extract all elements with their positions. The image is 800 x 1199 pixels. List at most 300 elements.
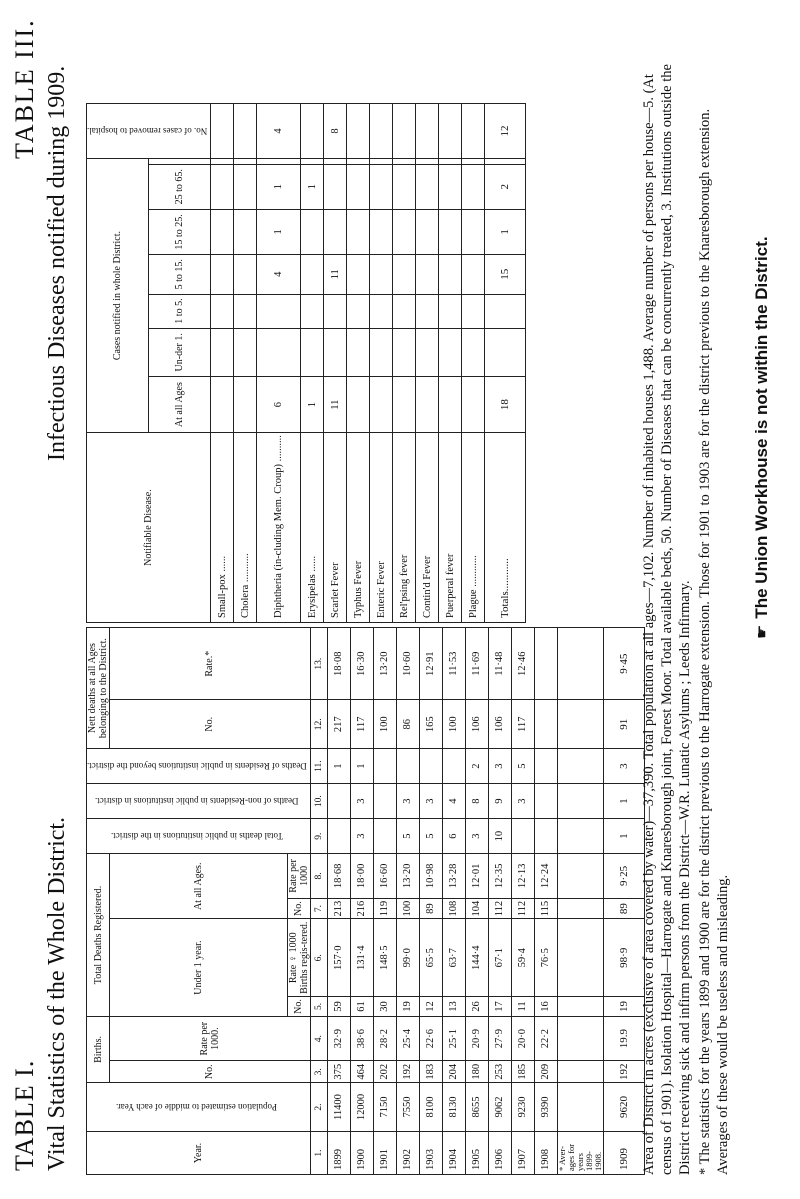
- col-year-header: Year.: [87, 1132, 311, 1175]
- table-cell: 59·4: [511, 919, 534, 997]
- table-cell: [347, 328, 370, 377]
- table-cell: [301, 294, 324, 328]
- table-cell: 11·53: [442, 628, 465, 700]
- table-cell: 148·5: [373, 919, 396, 997]
- age-15-25-header: 15 to 25.: [149, 209, 211, 254]
- table-cell: 2: [465, 749, 488, 784]
- table-cell: 112: [511, 898, 534, 919]
- table-cell: [234, 328, 257, 377]
- table-cell: 11: [324, 255, 347, 295]
- table-cell: 10: [488, 819, 511, 854]
- table-cell: 192: [396, 1061, 419, 1083]
- table-cell: [211, 104, 234, 159]
- under1-group-header: Under 1 year.: [110, 919, 288, 1016]
- disease-name: Enteric Fever: [370, 433, 393, 623]
- births-rate-header: Rate per 1000.: [110, 1016, 311, 1061]
- table-cell: [439, 377, 462, 433]
- table-cell: 3: [350, 784, 373, 819]
- table-cell: [347, 209, 370, 254]
- all-ages-header: At all Ages: [149, 377, 211, 433]
- table-cell: 112: [488, 898, 511, 919]
- table-row: [462, 104, 485, 623]
- table-cell: 3: [603, 749, 644, 784]
- table-cell: [439, 164, 462, 209]
- table-cell: [211, 159, 234, 165]
- table-cell: 4: [442, 784, 465, 819]
- averages-row: [557, 628, 603, 1175]
- table-cell: [327, 784, 350, 819]
- table-row: [327, 628, 350, 1175]
- table-cell: 3: [396, 784, 419, 819]
- table-row: [257, 104, 301, 623]
- table-cell: [557, 628, 603, 700]
- table-cell: [557, 749, 603, 784]
- year-1909-row: [603, 628, 644, 1175]
- under1-header: Un-der 1.: [149, 328, 211, 377]
- table-cell: [324, 294, 347, 328]
- table-row: [350, 628, 373, 1175]
- year-cell: 1900: [350, 1132, 373, 1175]
- table-row: [324, 104, 347, 623]
- table-cell: [557, 997, 603, 1017]
- table-cell: [485, 294, 526, 328]
- age-5-15-header: 5 to 15.: [149, 255, 211, 295]
- table-row: [393, 104, 416, 623]
- age-1-5-header: 1 to 5.: [149, 294, 211, 328]
- table-cell: [485, 159, 526, 165]
- table3-subtitle: Infectious Diseases notified during 1909.: [44, 65, 70, 461]
- table-cell: [416, 159, 439, 165]
- table-cell: 100: [373, 700, 396, 749]
- table-cell: 28·2: [373, 1016, 396, 1061]
- table-cell: [534, 700, 557, 749]
- table-cell: [324, 328, 347, 377]
- col-number: 4.: [310, 1016, 327, 1061]
- table-cell: 1: [257, 209, 301, 254]
- cases-group-header: Cases notified in whole District.: [87, 159, 149, 433]
- table-cell: 1: [603, 819, 644, 854]
- table-cell: 99·0: [396, 919, 419, 997]
- table-cell: 9062: [488, 1083, 511, 1132]
- table-cell: 9230: [511, 1083, 534, 1132]
- table-cell: 7150: [373, 1083, 396, 1132]
- table-cell: 209: [534, 1061, 557, 1083]
- table-cell: 7550: [396, 1083, 419, 1132]
- table-cell: [534, 749, 557, 784]
- table-cell: [439, 255, 462, 295]
- table-cell: [211, 255, 234, 295]
- table-cell: [416, 104, 439, 159]
- table-cell: [557, 854, 603, 899]
- table-row: [396, 628, 419, 1175]
- table-cell: 192: [603, 1061, 644, 1083]
- table-cell: 375: [327, 1061, 350, 1083]
- table-cell: 100: [442, 700, 465, 749]
- table-cell: 5: [511, 749, 534, 784]
- table-cell: [370, 209, 393, 254]
- table-cell: 3: [350, 819, 373, 854]
- disease-name: Contin'd Fever: [416, 433, 439, 623]
- table-cell: [462, 377, 485, 433]
- vital-statistics-body: [327, 628, 557, 1175]
- table-cell: 5: [396, 819, 419, 854]
- table-cell: 13·20: [396, 854, 419, 899]
- table-cell: [393, 255, 416, 295]
- col-number: 11.: [310, 749, 327, 784]
- table-cell: 104: [465, 898, 488, 919]
- table-cell: 131·4: [350, 919, 373, 997]
- table-cell: [347, 164, 370, 209]
- table-cell: 91: [603, 700, 644, 749]
- table-cell: 9620: [603, 1083, 644, 1132]
- col-number: 1.: [310, 1132, 327, 1175]
- table-cell: 25·1: [442, 1016, 465, 1061]
- table-cell: [393, 209, 416, 254]
- table-cell: [370, 104, 393, 159]
- year-cell: 1909: [603, 1132, 644, 1175]
- table1-title: TABLE I.: [10, 1059, 39, 1171]
- table-cell: [234, 164, 257, 209]
- table-cell: [416, 377, 439, 433]
- table-cell: [327, 819, 350, 854]
- table-cell: [324, 159, 347, 165]
- col-total-public-header: Total deaths in public institutions in the district.: [87, 819, 311, 854]
- nett-rate-header: Rate.*: [110, 628, 311, 700]
- col-population-header: Population estimated to middle of each Year.: [87, 1083, 311, 1132]
- table-cell: [462, 255, 485, 295]
- table-cell: [347, 294, 370, 328]
- table-cell: [557, 700, 603, 749]
- col-number: 5.: [310, 997, 327, 1017]
- disease-name: Totals............: [485, 433, 526, 623]
- table-row: [419, 628, 442, 1175]
- district-summary-note: Area of District in acres (exclusive of area covered by water)—37,390. Total population at all ages—7,102. Number of inhabited houses 1,488. Average number of persons per house—5. (At census of 1901). Isolation Hospital—Harrogate and Knaresborough joint, Forest Moor. Total available beds, 50. Number of Diseases that can be concurrently treated, 3. Institutions outside the District receiving sick and infirm persons from the District—W.R. Lunatic Asylums ; Leeds Infirmary.: [641, 64, 693, 1175]
- vital-statistics-footer: [557, 628, 644, 1175]
- table-cell: 13·20: [373, 628, 396, 700]
- table-cell: [234, 294, 257, 328]
- table-row: [442, 628, 465, 1175]
- table-cell: [393, 104, 416, 159]
- table-cell: 22·2: [534, 1016, 557, 1061]
- table-cell: [462, 328, 485, 377]
- disease-name: Rel'psing fever: [393, 433, 416, 623]
- table-cell: 86: [396, 700, 419, 749]
- table-cell: [257, 294, 301, 328]
- table-cell: 13·28: [442, 854, 465, 899]
- table-cell: [347, 159, 370, 165]
- table-cell: 19: [603, 997, 644, 1017]
- table-cell: 67·1: [488, 919, 511, 997]
- table-cell: 4: [257, 104, 301, 159]
- disease-name: Diphtheria (in-cluding Mem. Croup) ..........: [257, 433, 301, 623]
- table-cell: 106: [465, 700, 488, 749]
- table-cell: 3: [488, 749, 511, 784]
- col-number: 2.: [310, 1083, 327, 1132]
- workhouse-note: [752, 236, 772, 639]
- table-cell: 61: [350, 997, 373, 1017]
- table-cell: [534, 819, 557, 854]
- table-cell: 89: [603, 898, 644, 919]
- table-cell: 10·98: [419, 854, 442, 899]
- table-cell: 9·25: [603, 854, 644, 899]
- table-cell: 12·91: [419, 628, 442, 700]
- table-cell: [557, 898, 603, 919]
- table-cell: [557, 1061, 603, 1083]
- table-row: [234, 104, 257, 623]
- table-cell: 185: [511, 1061, 534, 1083]
- table-row: [511, 628, 534, 1175]
- table-cell: [557, 1083, 603, 1132]
- table-cell: 76·5: [534, 919, 557, 997]
- table-cell: 119: [373, 898, 396, 919]
- table-cell: [557, 819, 603, 854]
- table-cell: [324, 209, 347, 254]
- table-cell: 165: [419, 700, 442, 749]
- table-cell: 11: [324, 377, 347, 433]
- table-cell: 8130: [442, 1083, 465, 1132]
- table-cell: 11400: [327, 1083, 350, 1132]
- births-group-header: Births.: [87, 1016, 110, 1082]
- table-row: [347, 104, 370, 623]
- workhouse-note-text: The Union Workhouse is not within the District.: [752, 236, 771, 619]
- table-row: [211, 104, 234, 623]
- table-cell: 11·69: [465, 628, 488, 700]
- year-cell: 1901: [373, 1132, 396, 1175]
- table-cell: [462, 209, 485, 254]
- table-cell: 8100: [419, 1083, 442, 1132]
- table-cell: [211, 328, 234, 377]
- table-cell: [439, 328, 462, 377]
- table-cell: 1: [603, 784, 644, 819]
- table-cell: [393, 377, 416, 433]
- table-cell: 16·30: [350, 628, 373, 700]
- table-cell: 30: [373, 997, 396, 1017]
- table-cell: 32·9: [327, 1016, 350, 1061]
- table-cell: 4: [257, 255, 301, 295]
- col-number: 12.: [310, 700, 327, 749]
- table-cell: [301, 328, 324, 377]
- table-cell: [416, 255, 439, 295]
- col-nonresidents-header: Deaths of non-Residents in public institutions in district.: [87, 784, 311, 819]
- table-cell: [439, 159, 462, 165]
- table-cell: 18: [485, 377, 526, 433]
- table-cell: 11·48: [488, 628, 511, 700]
- table-cell: 6: [257, 377, 301, 433]
- table-cell: [373, 819, 396, 854]
- year-cell: 1905: [465, 1132, 488, 1175]
- table-cell: 2: [485, 164, 526, 209]
- table-cell: 20·9: [465, 1016, 488, 1061]
- table-cell: 1: [301, 377, 324, 433]
- table-cell: 9·45: [603, 628, 644, 700]
- table-cell: [511, 819, 534, 854]
- table-cell: 12: [419, 997, 442, 1017]
- table-cell: [439, 209, 462, 254]
- table-cell: [393, 328, 416, 377]
- table-cell: 100: [396, 898, 419, 919]
- table-row: [373, 628, 396, 1175]
- table-cell: [211, 294, 234, 328]
- table-cell: [370, 255, 393, 295]
- table-cell: 18·00: [350, 854, 373, 899]
- table-cell: 8: [324, 104, 347, 159]
- year-cell: 1904: [442, 1132, 465, 1175]
- table-cell: 19.9: [603, 1016, 644, 1061]
- table-cell: [393, 164, 416, 209]
- table-cell: [370, 159, 393, 165]
- year-cell: 1902: [396, 1132, 419, 1175]
- table-cell: 213: [327, 898, 350, 919]
- averages-label: * Aver-ages for years 1899-1908.: [557, 1132, 603, 1175]
- table-cell: 89: [419, 898, 442, 919]
- table-cell: [301, 104, 324, 159]
- table-cell: [462, 159, 485, 165]
- table-cell: [370, 294, 393, 328]
- table-cell: [416, 328, 439, 377]
- table-cell: 8: [465, 784, 488, 819]
- table-cell: [439, 104, 462, 159]
- table-cell: [557, 1016, 603, 1061]
- table-cell: [211, 377, 234, 433]
- births-no-header: No.: [110, 1061, 311, 1083]
- table-cell: 10·60: [396, 628, 419, 700]
- disease-name: Small-pox ......: [211, 433, 234, 623]
- table-cell: 8655: [465, 1083, 488, 1132]
- table-cell: [439, 294, 462, 328]
- year-cell: 1906: [488, 1132, 511, 1175]
- table-cell: [534, 784, 557, 819]
- table-cell: [396, 749, 419, 784]
- table-cell: [416, 164, 439, 209]
- table-cell: 12·01: [465, 854, 488, 899]
- disease-name: Cholera ...........: [234, 433, 257, 623]
- year-cell: 1903: [419, 1132, 442, 1175]
- table-cell: [257, 328, 301, 377]
- year-cell: 1899: [327, 1132, 350, 1175]
- infectious-diseases-body: [211, 104, 485, 623]
- table-row: [465, 628, 488, 1175]
- table-cell: [373, 749, 396, 784]
- table-cell: 117: [511, 700, 534, 749]
- totals-row: [485, 104, 526, 623]
- table-cell: [347, 255, 370, 295]
- disease-name: Puerperal fever: [439, 433, 462, 623]
- table-cell: 3: [419, 784, 442, 819]
- disease-name: Typhus Fever: [347, 433, 370, 623]
- table1-subtitle: Vital Statistics of the Whole District.: [44, 816, 70, 1171]
- table-cell: [347, 377, 370, 433]
- table-cell: 217: [327, 700, 350, 749]
- col-number: 9.: [310, 819, 327, 854]
- table-cell: 3: [511, 784, 534, 819]
- table-cell: 11: [511, 997, 534, 1017]
- table-cell: [393, 294, 416, 328]
- col-number: 10.: [310, 784, 327, 819]
- col-number: 3.: [310, 1061, 327, 1083]
- removed-header: No. of cases removed to hospital.: [87, 104, 211, 159]
- table-cell: 18·08: [327, 628, 350, 700]
- table-cell: [557, 919, 603, 997]
- year-cell: 1908: [534, 1132, 557, 1175]
- table-cell: [534, 628, 557, 700]
- col-residents-beyond-header: Deaths of Residents in public institutions beyond the district.: [87, 749, 311, 784]
- allages-group-header: At all Ages.: [110, 854, 288, 919]
- table-cell: [324, 164, 347, 209]
- table-cell: 22·6: [419, 1016, 442, 1061]
- table-cell: 253: [488, 1061, 511, 1083]
- table-cell: 6: [442, 819, 465, 854]
- table-cell: 464: [350, 1061, 373, 1083]
- allages-no-header: No.: [287, 898, 310, 919]
- allages-rate-header: Rate per 1000: [287, 854, 310, 899]
- col-number: 8.: [310, 854, 327, 899]
- infectious-diseases-table: [86, 103, 526, 623]
- table-cell: 216: [350, 898, 373, 919]
- table-cell: 59: [327, 997, 350, 1017]
- table-cell: 13: [442, 997, 465, 1017]
- table-cell: 15: [485, 255, 526, 295]
- table-cell: 16·60: [373, 854, 396, 899]
- table-cell: 12·24: [534, 854, 557, 899]
- table-row: [416, 104, 439, 623]
- table-cell: 12·13: [511, 854, 534, 899]
- table-cell: 108: [442, 898, 465, 919]
- table-row: [301, 104, 324, 623]
- disease-header: Notifiable Disease.: [87, 433, 211, 623]
- table-cell: [370, 164, 393, 209]
- table-cell: [370, 328, 393, 377]
- col-number: 7.: [310, 898, 327, 919]
- pointing-hand-icon: ☛: [754, 624, 771, 639]
- year-cell: 1907: [511, 1132, 534, 1175]
- table-cell: [419, 749, 442, 784]
- table-cell: [416, 209, 439, 254]
- table-cell: 25·4: [396, 1016, 419, 1061]
- table-cell: [485, 328, 526, 377]
- table-cell: 106: [488, 700, 511, 749]
- table-cell: [234, 209, 257, 254]
- table-cell: 1: [485, 209, 526, 254]
- table-cell: 98·9: [603, 919, 644, 997]
- table-cell: [301, 255, 324, 295]
- nett-no-header: No.: [110, 700, 311, 749]
- table-cell: 63·7: [442, 919, 465, 997]
- under1-no-header: No.: [287, 997, 310, 1017]
- table-cell: 5: [419, 819, 442, 854]
- table-cell: 12: [485, 104, 526, 159]
- table-row: [488, 628, 511, 1175]
- table-cell: 183: [419, 1061, 442, 1083]
- table-cell: 180: [465, 1061, 488, 1083]
- table-cell: 17: [488, 997, 511, 1017]
- nett-deaths-group-header: Nett deaths at all Ages belonging to the District.: [87, 628, 110, 749]
- age-25-65-header: 25 to 65.: [149, 164, 211, 209]
- table-cell: 12000: [350, 1083, 373, 1132]
- footnotes: [640, 55, 732, 1175]
- table-row: [534, 628, 557, 1175]
- table-cell: 38·6: [350, 1016, 373, 1061]
- table-cell: 65·5: [419, 919, 442, 997]
- table-cell: [373, 784, 396, 819]
- total-deaths-group-header: Total Deaths Registered.: [87, 854, 110, 1017]
- table-cell: [211, 209, 234, 254]
- table-cell: 1: [257, 164, 301, 209]
- table-cell: 117: [350, 700, 373, 749]
- disease-name: Scarlet Fever: [324, 433, 347, 623]
- table-cell: [370, 377, 393, 433]
- table-cell: 18·68: [327, 854, 350, 899]
- table-cell: [234, 255, 257, 295]
